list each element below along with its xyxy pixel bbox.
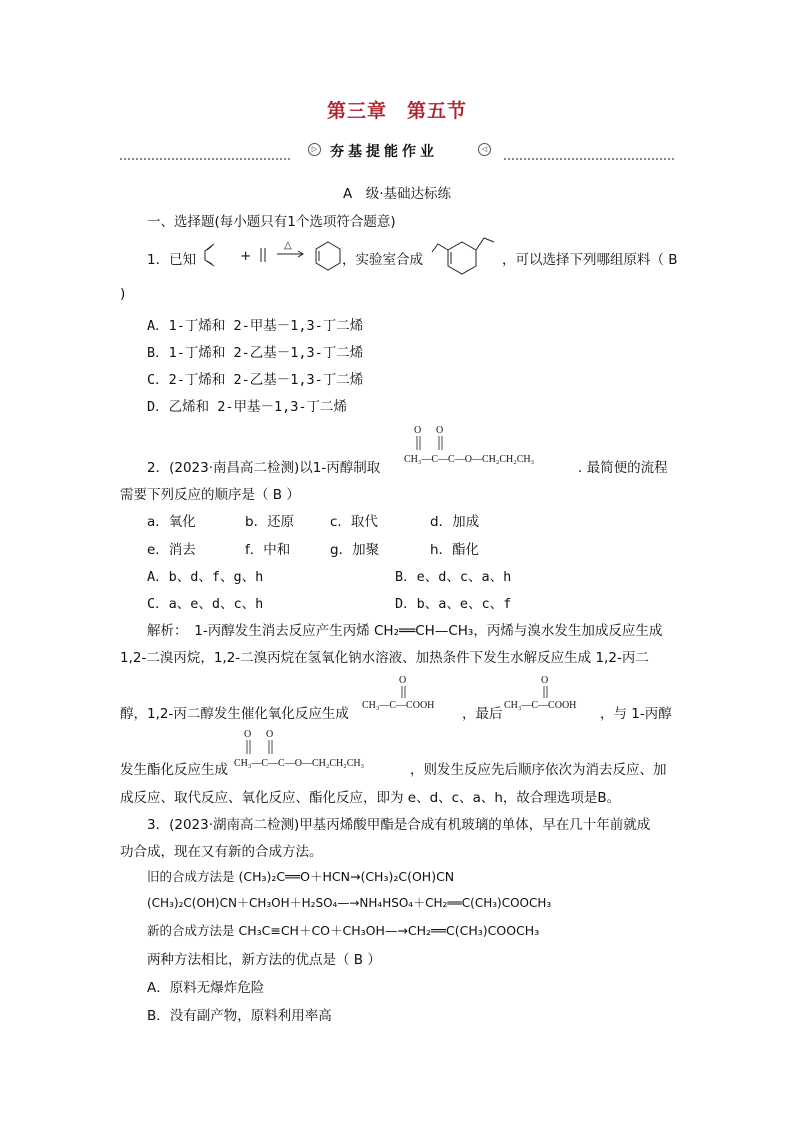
q1-option-a: A．1-丁烯和 2-甲基－1,3-丁二烯	[147, 318, 364, 334]
chapter-title: 第三章 第五节	[326, 100, 467, 122]
reaction-a: a．氧化	[147, 514, 196, 530]
pyruvic-acid-structure-1	[362, 674, 462, 714]
q2-option-a: A．b、d、f、g、h	[147, 569, 264, 585]
q2-analysis-line-3c: ，与 1-丙醇	[600, 706, 672, 722]
reaction-d: d．加成	[430, 514, 480, 530]
q2-stem-middle: . 最简便的流程	[578, 460, 668, 476]
q2-analysis-line-5: 成反应、取代反应、氧化反应、酯化反应，即为 e、d、c、a、h，故合理选项是B。	[120, 790, 621, 806]
q2-analysis-line-1: 解析： 1-丙醇发生消去反应产生丙烯 CH₂══CH—CH₃，丙烯与溴水发生加成反应生成	[147, 623, 663, 639]
q3-old-method-1: 旧的合成方法是 (CH₃)₂C══O＋HCN→(CH₃)₂C(OH)CN	[147, 869, 455, 884]
product-formula: CH₃—C—C—O—CH₂CH₂CH₃	[234, 758, 365, 769]
q3-stem-line-2: 功合成，现在又有新的合成方法。	[120, 844, 323, 860]
propyl-pyruvate-structure	[404, 424, 584, 464]
acid-o-1: O	[399, 675, 407, 686]
q1-stem-start: 1．已知	[147, 252, 197, 268]
carbonyl-o-1: O	[414, 425, 422, 436]
acid-o-2: O	[541, 675, 549, 686]
q3-comparison: 两种方法相比，新方法的优点是（ B ）	[147, 952, 381, 968]
acid-formula-2: CH₃—C—COOH	[504, 700, 577, 711]
reaction-e: e．消去	[147, 542, 196, 558]
q2-analysis-line-3a: 醇，1,2-丙二醇发生催化氧化反应生成	[120, 706, 349, 722]
butadiene-structure	[198, 242, 220, 268]
q2-analysis-line-3b: ，最后	[462, 706, 503, 722]
ester-formula: CH₃—C—C—O—CH₂CH₂CH₃	[404, 454, 535, 465]
product-o-1: O	[244, 729, 252, 740]
cyclohexene-structure	[313, 240, 343, 272]
q2-option-b: B．e、d、c、a、h	[395, 569, 512, 585]
heat-symbol: △	[284, 240, 292, 251]
left-arrow-icon: ◁	[478, 143, 491, 156]
acid-formula-1: CH₃—C—COOH	[362, 700, 435, 711]
reaction-f: f．中和	[245, 542, 291, 558]
propyl-pyruvate-product-structure	[234, 728, 414, 768]
q1-option-c: C．2-丁烯和 2-乙基－1,3-丁二烯	[147, 372, 364, 388]
q1-stem-close: )	[120, 286, 126, 302]
reaction-g: g．加聚	[330, 542, 380, 558]
level-heading: A 级·基础达标练	[342, 186, 452, 202]
q3-stem-line-1: 3．(2023·湖南高二检测)甲基丙烯酸甲酯是合成有机玻璃的单体，早在几十年前就成	[147, 817, 651, 833]
target-cyclohexene-structure	[430, 232, 500, 274]
q2-analysis-line-4b: ，则发生反应先后顺序依次为消去反应、加	[410, 762, 667, 778]
pyruvic-acid-structure-2	[504, 674, 604, 714]
reaction-c: c．取代	[330, 514, 378, 530]
q1-stem-middle: ，实验室合成	[342, 252, 423, 268]
q1-option-d: D．乙烯和 2-甲基－1,3-丁二烯	[147, 399, 348, 415]
q2-stem-end: 需要下列反应的顺序是（ B ）	[120, 487, 300, 503]
section-heading: 一、选择题(每小题只有1个选项符合题意)	[147, 214, 396, 230]
q2-option-d: D．b、a、e、c、f	[395, 596, 512, 612]
banner-label: 夯基提能作业	[330, 144, 438, 160]
q2-analysis-line-4a: 发生酯化反应生成	[120, 762, 228, 778]
section-banner	[120, 140, 674, 166]
q1-stem-end: ，可以选择下列哪组原料（ B	[502, 252, 678, 268]
product-o-2: O	[266, 729, 274, 740]
q1-option-b: B．1-丁烯和 2-乙基－1,3-丁二烯	[147, 345, 364, 361]
reaction-b: b．还原	[245, 514, 295, 530]
q3-new-method: 新的合成方法是 CH₃C≡CH＋CO＋CH₃OH—→CH₂══C(CH₃)COOCH₃	[147, 923, 540, 938]
ethylene-structure	[258, 246, 268, 264]
q2-analysis-line-2: 1,2-二溴丙烷，1,2-二溴丙烷在氢氧化钠水溶液、加热条件下发生水解反应生成 1,2-丙二	[120, 650, 649, 666]
carbonyl-o-2: O	[436, 425, 444, 436]
q3-option-a: A．原料无爆炸危险	[147, 980, 265, 996]
right-arrow-icon: ▷	[308, 143, 321, 156]
plus-sign: +	[240, 248, 252, 264]
q3-old-method-2: (CH₃)₂C(OH)CN＋CH₃OH＋H₂SO₄—→NH₄HSO₄＋CH₂══C(CH₃)COOCH₃	[147, 896, 552, 910]
q2-option-c: C．a、e、d、c、h	[147, 596, 264, 612]
reaction-h: h．酯化	[430, 542, 480, 558]
q2-stem-start: 2．(2023·南昌高二检测)以1-丙醇制取	[147, 460, 381, 476]
q3-option-b: B．没有副产物，原料利用率高	[147, 1008, 332, 1024]
reaction-arrow	[276, 250, 306, 258]
